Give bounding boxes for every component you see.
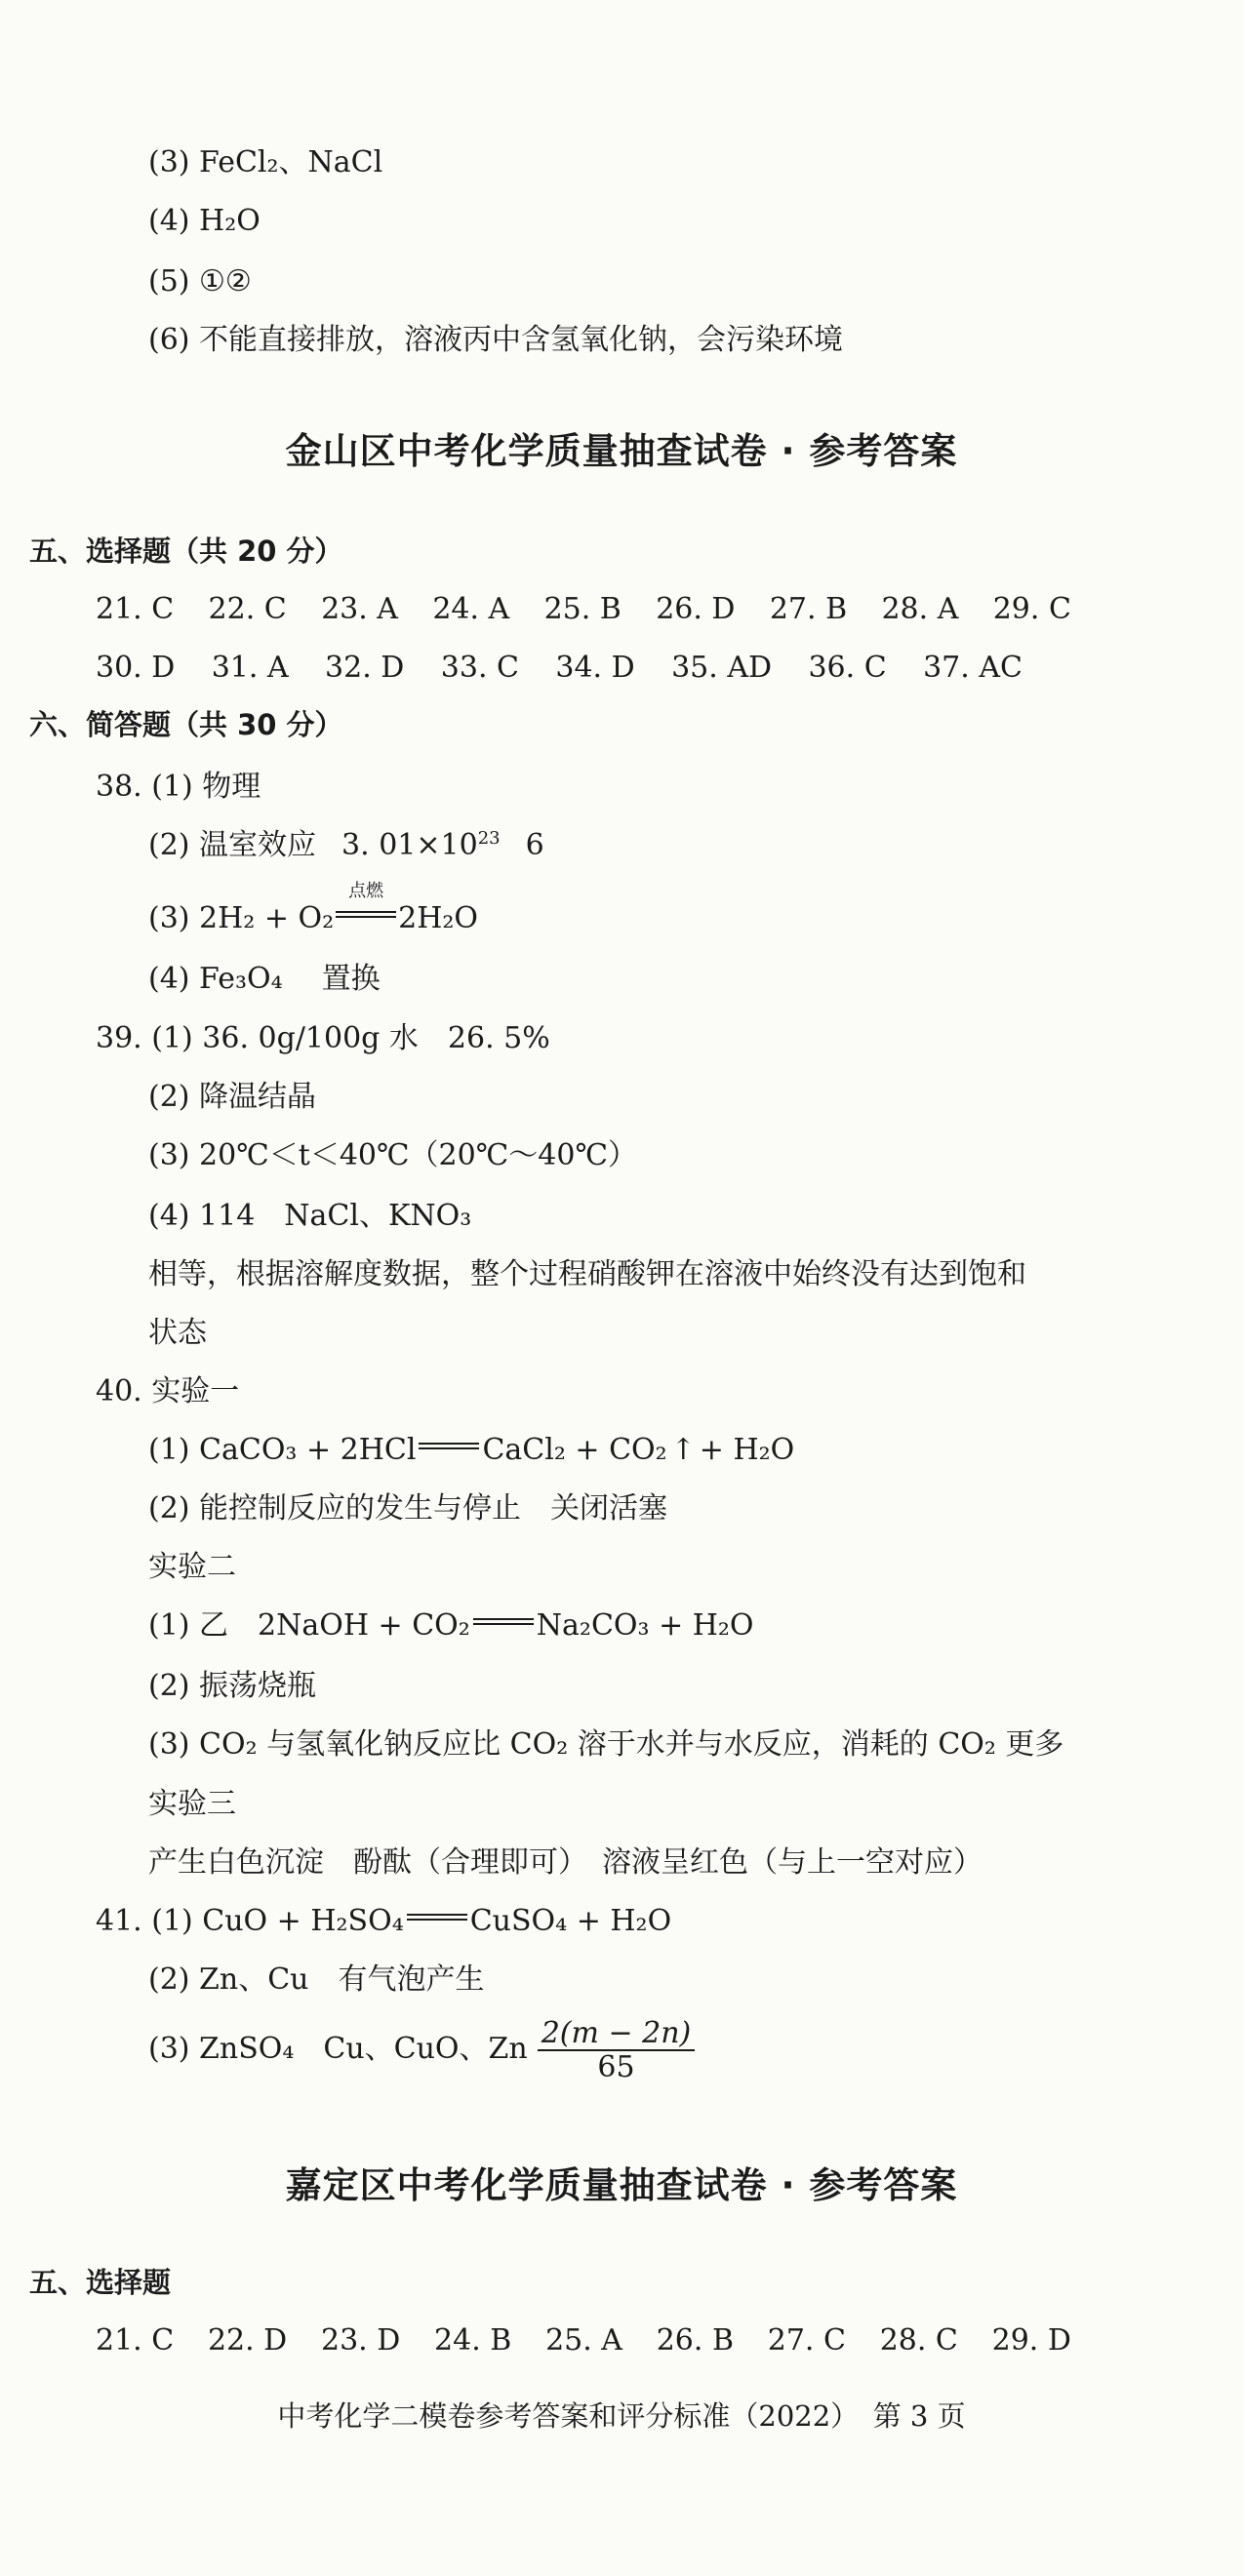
mc-answer: 28. A (881, 592, 959, 626)
equation-products: 2H₂O (398, 901, 479, 935)
mc-answer: 23. D (320, 2323, 401, 2358)
mc-answer: 36. C (808, 651, 887, 685)
fraction-denominator: 65 (597, 2050, 635, 2084)
q41-2: (2) Zn、Cu 有气泡产生 (148, 1962, 485, 1997)
page-footer: 中考化学二模卷参考答案和评分标准（2022） 第 3 页 (277, 2399, 966, 2433)
q40-e2-1-equation (148, 1609, 754, 1642)
mc-answer: 27. C (767, 2323, 846, 2358)
q38-2-exponent: 23 (477, 828, 501, 850)
mc-answer: 25. A (545, 2323, 622, 2358)
q38-2-text: (2) 温室效应 (148, 828, 317, 862)
mc-answer: 26. D (656, 592, 736, 626)
jiading-title: 嘉定区中考化学质量抽查试卷 · 参考答案 (285, 2164, 958, 2206)
q39-1: 39. (1) 36. 0g/100g 水 26. 5% (96, 1021, 550, 1055)
jiading-mc-row-1 (96, 2323, 1071, 2358)
equation-reactants: (1) 乙 2NaOH + CO₂ (148, 1608, 470, 1643)
q38-4 (148, 963, 381, 995)
jinshan-title: 金山区中考化学质量抽查试卷 · 参考答案 (285, 430, 958, 472)
q41-1-equation (96, 1905, 671, 1937)
mc-answer: 21. C (96, 592, 175, 626)
q38-3-equation (148, 881, 479, 935)
jiading-section-5: 五、选择题 (29, 2266, 172, 2299)
mc-answer: 23. A (321, 592, 398, 626)
equation-products: Na₂CO₃ + H₂O (536, 1608, 754, 1643)
prev-q5: (5) ①② (148, 264, 252, 298)
mc-answer: 33. C (440, 651, 519, 685)
mc-answer: 24. B (434, 2323, 512, 2358)
equation-reactants: 41. (1) CuO + H₂SO₄ (96, 1904, 404, 1938)
q41-fraction (538, 2017, 696, 2083)
q39-4: (4) 114 NaCl、KNO₃ (148, 1199, 472, 1233)
experiment-3-heading: 实验三 (148, 1787, 236, 1821)
mc-answer: 28. C (879, 2323, 958, 2358)
prev-q4: (4) H₂O (148, 204, 261, 238)
equation-reactants: (1) CaCO₃ + 2HCl (148, 1433, 417, 1467)
mc-answer: 29. C (992, 592, 1071, 626)
mc-answer: 29. D (991, 2323, 1071, 2358)
mc-answer: 37. AC (923, 651, 1022, 685)
jinshan-mc-row-1 (96, 592, 1071, 626)
q38-2-number: 3. 01×10 (341, 828, 478, 862)
q39-3: (3) 20℃＜t＜40℃（20℃～40℃） (148, 1138, 638, 1172)
q38-4-text: (4) Fe₃O₄ (148, 962, 283, 996)
mc-answer: 26. B (656, 2323, 735, 2358)
experiment-2-heading: 实验二 (148, 1550, 236, 1584)
mc-answer: 35. AD (671, 651, 773, 685)
mc-answer: 34. D (555, 651, 635, 685)
equals-sign (336, 911, 396, 918)
q40-2: (2) 能控制反应的发生与停止 关闭活塞 (148, 1491, 668, 1526)
q38-1: 38. (1) 物理 (96, 770, 261, 804)
q39-note-2: 状态 (148, 1316, 207, 1350)
mc-answer: 24. A (432, 592, 510, 626)
mc-answer: 22. C (208, 592, 287, 626)
mc-answer: 27. B (769, 592, 848, 626)
prev-q6: (6) 不能直接排放，溶液丙中含氢氧化钠，会污染环境 (148, 323, 844, 357)
equals-sign (473, 1618, 534, 1625)
mc-answer: 21. C (96, 2323, 175, 2358)
q38-4-type: 置换 (321, 962, 381, 996)
q41-3 (148, 2017, 695, 2083)
q38-2-value: 6 (525, 828, 544, 862)
prev-q3: (3) FeCl₂、NaCl (148, 145, 383, 179)
mc-answer: 22. D (207, 2323, 288, 2358)
q41-3-text: (3) ZnSO₄ Cu、CuO、Zn (148, 2032, 528, 2066)
jinshan-section-5: 五、选择题（共 20 分） (29, 535, 343, 568)
q40-heading: 40. 实验一 (96, 1374, 240, 1408)
q39-2: (2) 降温结晶 (148, 1080, 317, 1114)
equation-products: CaCl₂ + CO₂ (482, 1433, 667, 1467)
jinshan-section-6: 六、简答题（共 30 分） (29, 708, 343, 741)
mc-answer: 31. A (211, 651, 289, 685)
equals-sign (407, 1914, 467, 1921)
fraction-numerator: 2(m − 2n) (538, 2017, 696, 2051)
q38-2 (148, 829, 544, 861)
q40-e3: 产生白色沉淀 酚酞（合理即可） 溶液呈红色（与上一空对应） (148, 1845, 982, 1880)
q40-e2-2: (2) 振荡烧瓶 (148, 1669, 317, 1703)
equals-sign (419, 1443, 479, 1449)
mc-answer: 32. D (325, 651, 405, 685)
jinshan-mc-row-2 (96, 651, 1022, 685)
reaction-condition (336, 881, 396, 934)
mc-answer: 30. D (96, 651, 176, 685)
q40-1-equation (148, 1434, 794, 1466)
q39-note-1: 相等，根据溶解度数据，整个过程硝酸钾在溶液中始终没有达到饱和 (148, 1257, 1026, 1291)
mc-answer: 25. B (543, 592, 622, 626)
equation-products: CuSO₄ + H₂O (469, 1904, 672, 1938)
equation-water: + H₂O (699, 1433, 795, 1467)
condition-label: 点燃 (348, 881, 384, 901)
gas-arrow-icon: ↑ (670, 1433, 696, 1467)
equation-reactants: (3) 2H₂ + O₂ (148, 901, 335, 935)
q40-e2-3: (3) CO₂ 与氢氧化钠反应比 CO₂ 溶于水并与水反应，消耗的 CO₂ 更多 (148, 1727, 1064, 1762)
